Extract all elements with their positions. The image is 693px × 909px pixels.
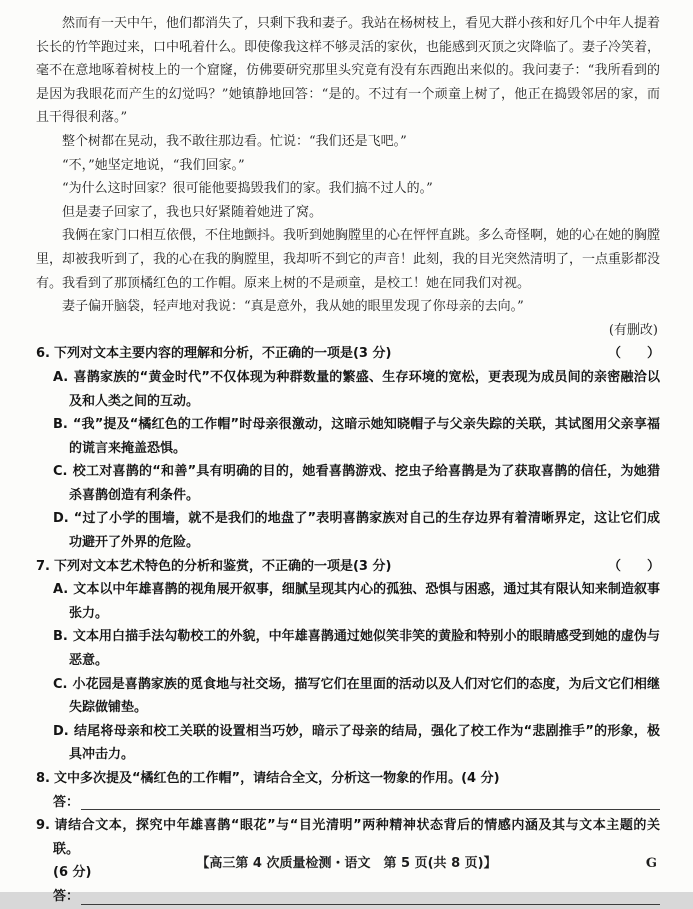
question-7-number: 7. [36, 558, 50, 574]
question-8 [36, 767, 660, 814]
option-label: A. [53, 369, 69, 385]
passage-paragraph-5: 但是妻子回家了，我也只好紧随着她进了窝。 [62, 204, 323, 220]
question-6-option-b [36, 413, 660, 460]
question-7-answer-bracket: （ ） [607, 558, 660, 574]
question-6-number: 6. [36, 346, 50, 362]
option-label: B. [53, 629, 68, 645]
question-7 [36, 555, 660, 767]
question-6-answer-bracket: （ ） [607, 346, 660, 362]
option-label: D. [53, 723, 69, 739]
option-label: C. [53, 676, 68, 692]
question-6 [36, 342, 660, 554]
answer-label: 答： [53, 794, 80, 810]
question-6-stem-row [36, 342, 660, 366]
option-text: 喜鹊家族的“黄金时代”不仅体现为种群数量的繁盛、生存环境的宽松，更表现为成员间的亲密融洽以及和人类之间的互动。 [69, 369, 660, 409]
question-6-stem [36, 342, 600, 366]
passage-paragraph-1: 然而有一天中午，他们都消失了，只剩下我和妻子。我站在杨树枝上，看见大群小孩和好几个中年人提着长长的竹竿跑过来，口中吼着什么。即使像我这样不够灵活的家伙，也能感到灭顶之灾降临了。妻子冷笑着，毫不在意地啄着树枝上的一个窟窿，仿佛要研究那里头究竟有没有东西跑出来似的。我问妻子：“我所看到的是因为我眼花而产生的幻觉吗？”她镇静地回答：“是的。不过有一个顽童上树了，他正在捣毁邻居的家，而且干得很利落。” [36, 16, 661, 126]
question-7-stem-row [36, 555, 660, 579]
question-9-stem-text: 请结合文本，探究中年雄喜鹊“眼花”与“目光清明”两种精神状态背后的情感内涵及其与文本主题的关联。 [53, 818, 660, 857]
passage-paragraph-2: 整个树都在晃动，我不敢往那边看。忙说：“我们还是飞吧。” [62, 133, 407, 149]
question-7-option-c [36, 673, 660, 720]
option-text: 校工对喜鹊的“和善”具有明确的目的，她看喜鹊游戏、挖虫子给喜鹊是为了获取喜鹊的信任，为她猎杀喜鹊创造有利条件。 [69, 464, 660, 503]
passage-paragraph-7: 妻子偏开脑袋，轻声地对我说：“真是意外，我从她的眼里发现了你母亲的去向。” [62, 299, 524, 315]
option-label: D. [53, 511, 69, 527]
answer-blank-line[interactable] [81, 791, 660, 811]
page-footer [0, 852, 693, 876]
question-7-option-a [36, 578, 660, 625]
question-6-option-a [36, 366, 660, 413]
option-text: 小花园是喜鹊家族的觅食地与社交场，描写它们在里面的活动以及人们对它们的态度，为后文它们相继失踪做铺垫。 [69, 676, 660, 716]
question-8-answer-line[interactable] [53, 791, 660, 815]
source-note: (有删改) [608, 322, 658, 338]
question-6-option-d [36, 507, 660, 554]
question-7-stem [36, 555, 600, 579]
question-9-score-note: (6 分) [53, 865, 92, 881]
option-label: C. [53, 464, 68, 480]
footer-title: 【高三第 4 次质量检测・语文 第 5 页(共 8 页)】 [196, 856, 497, 871]
answer-label: 答： [53, 888, 80, 904]
option-text: “我”提及“橘红色的工作帽”时母亲很激动，这暗示她知晓帽子与父亲失踪的关联，其试图用父亲享福的谎言来掩盖恐惧。 [69, 417, 660, 456]
option-text: “过了小学的围墙，就不是我们的地盘了”表明喜鹊家族对自己的生存边界有着清晰界定，这让它们成功避开了外界的危险。 [69, 511, 660, 551]
passage-paragraph-4: “为什么这时回家？很可能他要捣毁我们的家。我们搞不过人的。” [62, 181, 433, 197]
option-label: A. [53, 582, 69, 598]
question-8-number: 8. [36, 771, 50, 786]
question-9-answer-line[interactable] [53, 885, 660, 909]
question-6-stem-text: 下列对文本主要内容的理解和分析，不正确的一项是(3 分) [53, 346, 392, 362]
option-label: B. [53, 417, 68, 433]
passage-paragraph-6: 我俩在家门口相互依偎，不住地颤抖。我听到她胸膛里的心在怦怦直跳。多么奇怪啊，她的心在她的胸膛里，却被我听到了，我的心在我的胸膛里，我却听不到它的声音！此刻，我的目光突然清明了，一点重影都没有。我看到了那顶橘红色的工作帽。原来上树的不是顽童，是校工！她在同我们对视。 [36, 228, 661, 291]
question-8-stem [36, 767, 660, 791]
answer-blank-line[interactable] [81, 885, 660, 905]
question-6-option-c [36, 460, 660, 507]
question-7-stem-text: 下列对文本艺术特色的分析和鉴赏，不正确的一项是(3 分) [53, 558, 392, 574]
question-9-number: 9. [36, 818, 50, 834]
question-7-option-d [36, 720, 660, 767]
question-8-stem-text: 文中多次提及“橘红色的工作帽”，请结合全文，分析这一物象的作用。(4 分) [53, 771, 500, 786]
question-7-option-b [36, 625, 660, 672]
question-8-stem-row [36, 767, 660, 791]
reading-passage [36, 12, 660, 342]
option-text: 文本用白描手法勾勒校工的外貌，中年雄喜鹊通过她似笑非笑的黄脸和特别小的眼睛感受到她的虚伪与恶意。 [69, 629, 660, 669]
footer-page-letter: G [645, 856, 657, 871]
option-text: 文本以中年雄喜鹊的视角展开叙事，细腻呈现其内心的孤独、恐惧与困惑，通过其有限认知来制造叙事张力。 [69, 582, 660, 621]
passage-paragraph-3: “不，”她坚定地说，“我们回家。” [62, 157, 245, 173]
option-text: 结尾将母亲和校工关联的设置相当巧妙，暗示了母亲的结局，强化了校工作为“悲剧推手”的形象，极具冲击力。 [69, 723, 660, 763]
